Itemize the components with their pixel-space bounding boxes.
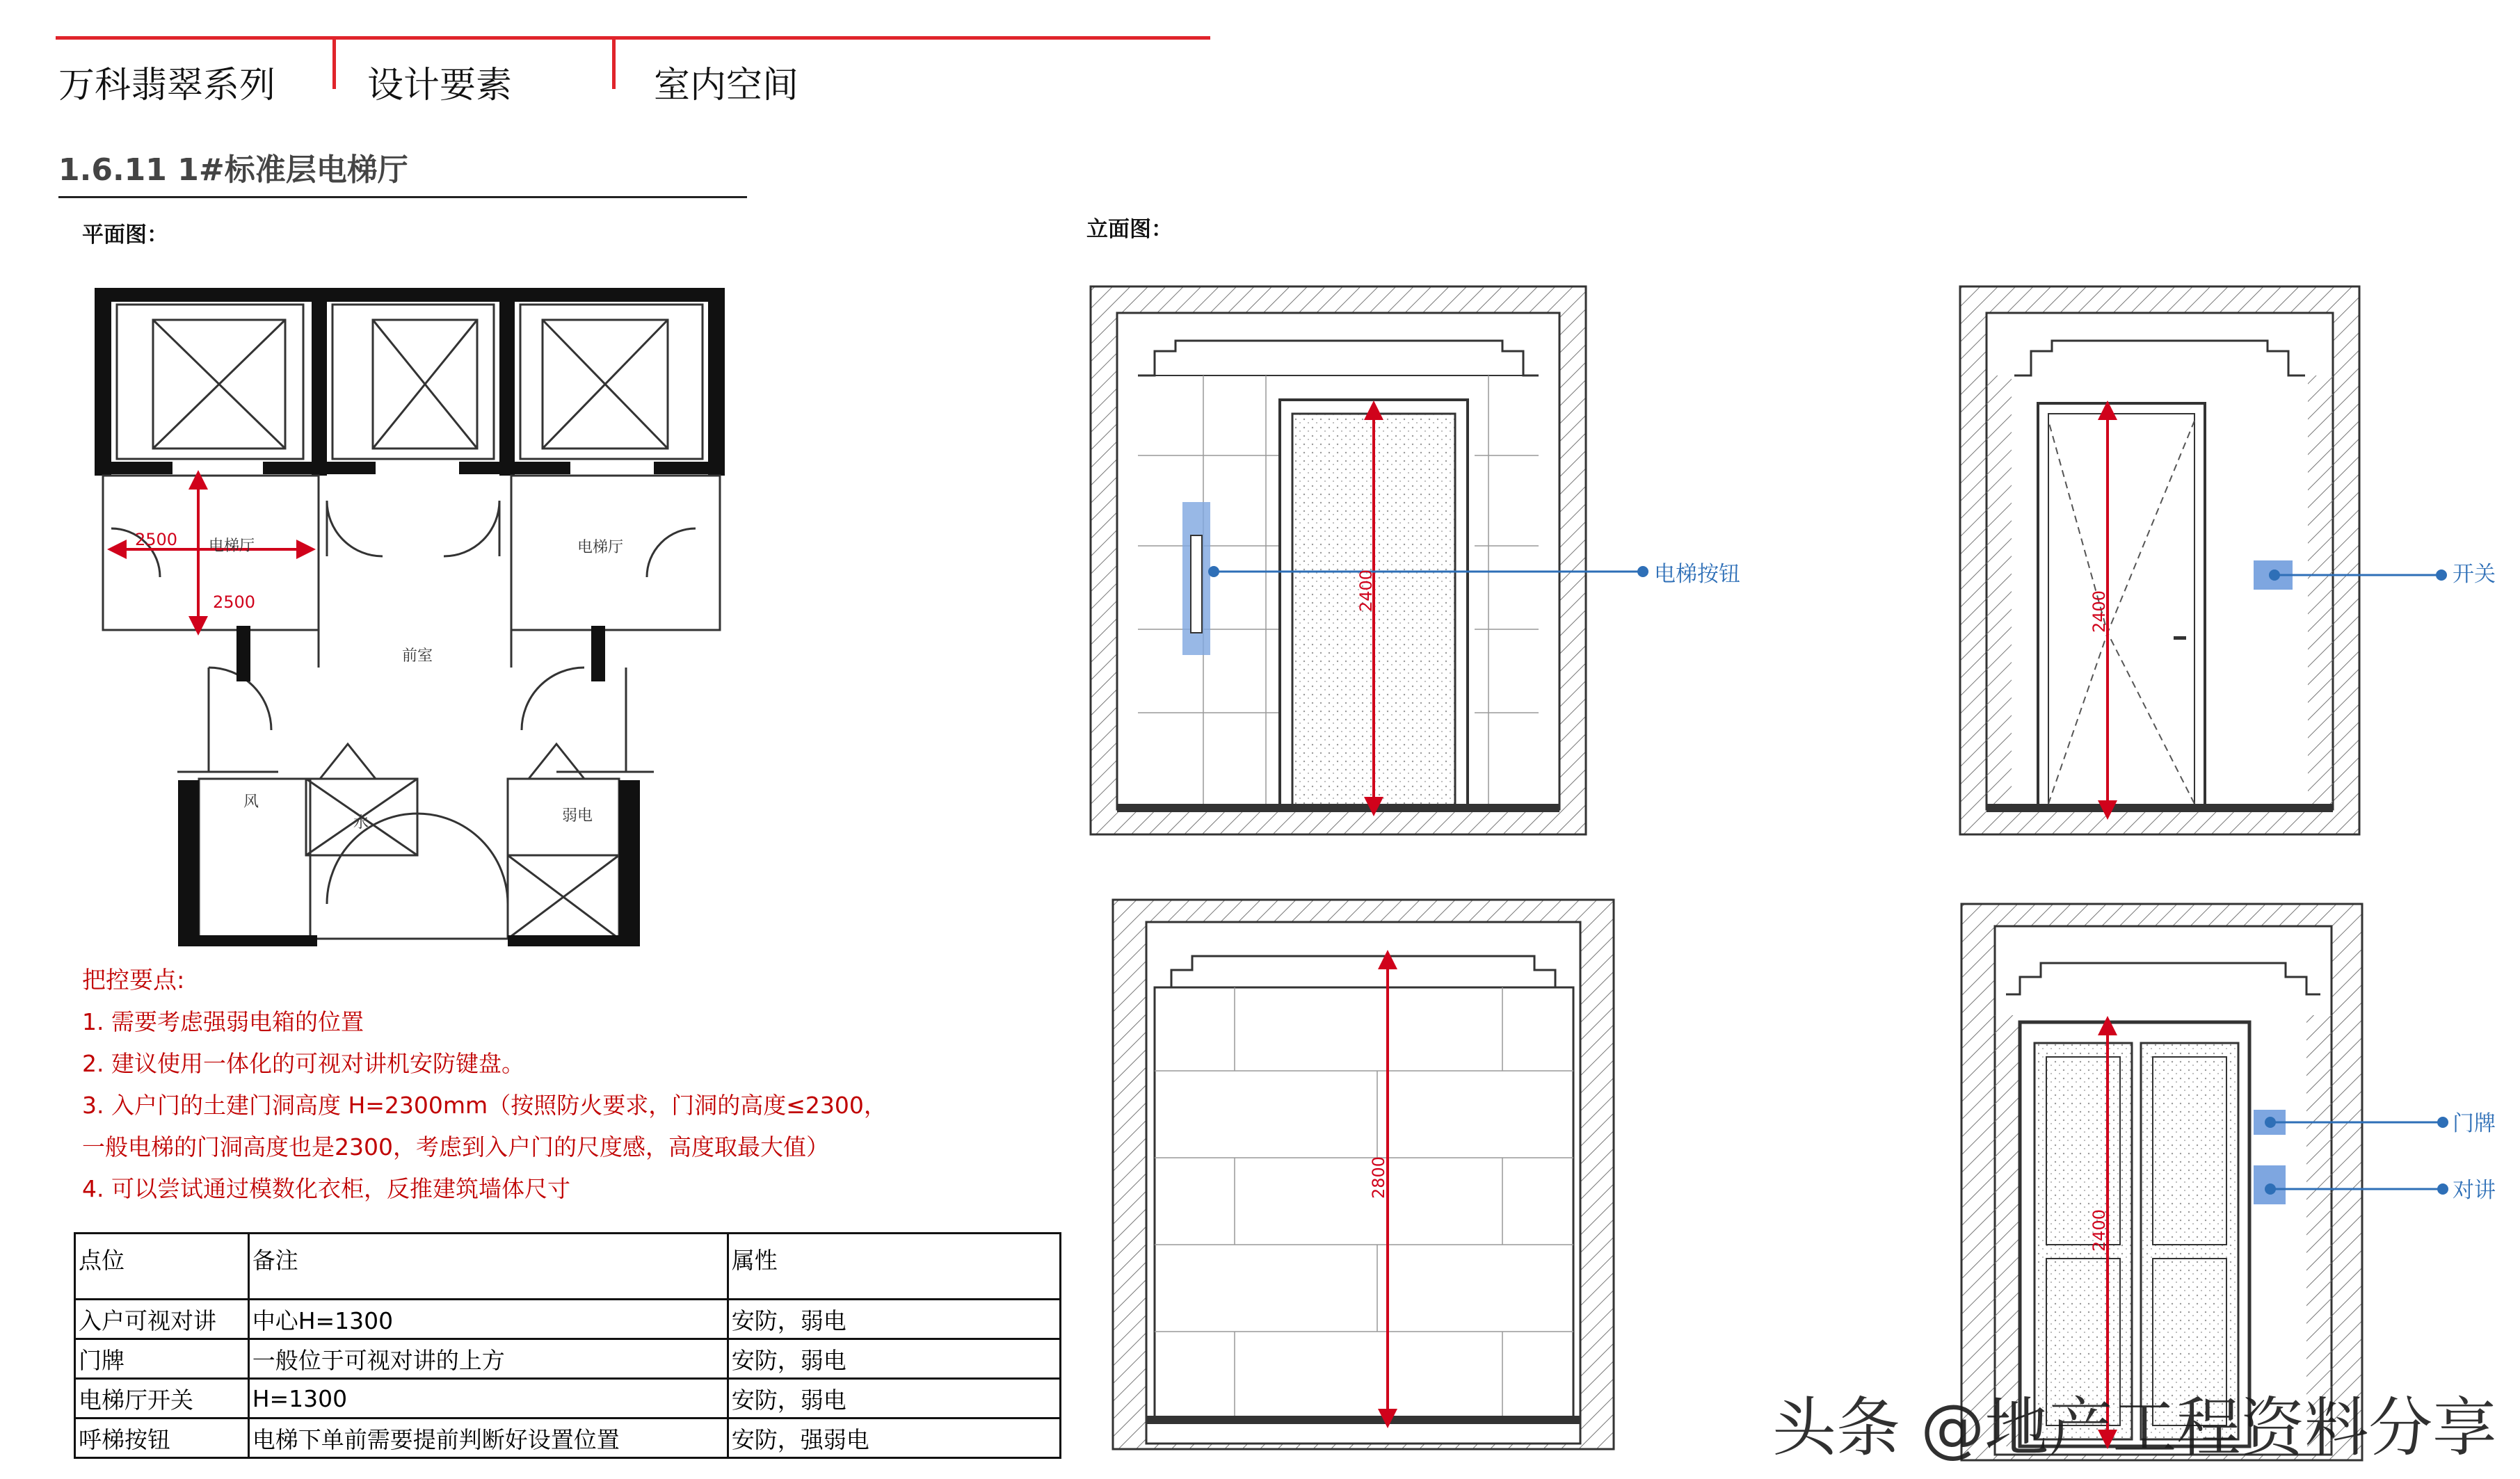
watermark: 头条 @地产工程资料分享 <box>1772 1391 2497 1465</box>
plan-shaft-weak: 弱电 <box>562 807 593 825</box>
table-cell: 安防，强弱电 <box>728 1419 1060 1458</box>
table-cell: 电梯下单前需要提前判断好设置位置 <box>248 1419 728 1458</box>
table-cell: 安防，弱电 <box>728 1339 1060 1379</box>
plan-dim-width: 2500 <box>135 530 178 549</box>
plan-label: 平面图： <box>82 223 168 248</box>
elevation-label: 立面图： <box>1086 217 1173 242</box>
key-point-item: 3. 入户门的土建门洞高度 H=2300mm（按照防火要求，门洞的高度≤2300， <box>82 1092 887 1119</box>
table-cell: H=1300 <box>248 1379 728 1419</box>
table-header-cell: 点位 <box>75 1234 249 1300</box>
header-category: 设计要素 <box>367 65 513 106</box>
header-space: 室内空间 <box>654 65 799 106</box>
key-point-item: 4. 可以尝试通过模数化衣柜，反推建筑墙体尺寸 <box>82 1175 570 1202</box>
plan-room-lobby-left: 电梯厅 <box>209 538 255 555</box>
table-row <box>75 1419 1061 1458</box>
key-points-title: 把控要点: <box>82 967 185 994</box>
plan-shaft-wind: 风 <box>243 793 259 811</box>
key-point-item: 2. 建议使用一体化的可视对讲机安防键盘。 <box>82 1050 524 1077</box>
table-cell: 入户可视对讲 <box>75 1300 249 1339</box>
key-point-item: 一般电梯的门洞高度也是2300，考虑到入户门的尺度感，高度取最大值） <box>82 1133 829 1161</box>
elev-dim-door-3: 2400 <box>2089 1209 2109 1252</box>
table-cell: 安防，弱电 <box>728 1300 1060 1339</box>
key-point-item: 1. 需要考虑强弱电箱的位置 <box>82 1008 364 1035</box>
table-row <box>75 1379 1061 1419</box>
table-cell: 电梯厅开关 <box>75 1379 249 1419</box>
floor-plan <box>95 288 725 946</box>
plan-room-front: 前室 <box>402 647 433 665</box>
header-series: 万科翡翠系列 <box>58 65 276 106</box>
table-cell: 呼梯按钮 <box>75 1419 249 1458</box>
table-header-cell: 属性 <box>728 1234 1060 1300</box>
plan-shaft-water: 水 <box>353 814 369 832</box>
callout-intercom: 对讲 <box>2453 1178 2496 1203</box>
table-header-row <box>75 1234 1061 1300</box>
table-row <box>75 1339 1061 1379</box>
callout-door-plate: 门牌 <box>2453 1111 2496 1136</box>
plan-dim-depth: 2500 <box>213 592 256 612</box>
section-title: 1.6.11 1#标准层电梯厅 <box>58 152 408 188</box>
table-header-cell: 备注 <box>248 1234 728 1300</box>
plan-room-lobby-right: 电梯厅 <box>577 539 624 556</box>
table-cell: 中心H=1300 <box>248 1300 728 1339</box>
table-cell: 门牌 <box>75 1339 249 1379</box>
elevation-switch-wall <box>1960 286 2447 834</box>
spec-table <box>74 1232 1061 1459</box>
table-row <box>75 1300 1061 1339</box>
callout-elevator-button: 电梯按钮 <box>1654 562 1740 587</box>
table-cell: 一般位于可视对讲的上方 <box>248 1339 728 1379</box>
callout-switch: 开关 <box>2453 562 2496 587</box>
elevation-elevator-door <box>1091 286 1648 834</box>
elevation-lobby-wall <box>1113 900 1614 1449</box>
elev-dim-door-1: 2400 <box>1356 569 1376 612</box>
elev-dim-door-2: 2400 <box>2089 590 2109 633</box>
elev-dim-wall: 2800 <box>1369 1156 1388 1199</box>
table-cell: 安防，弱电 <box>728 1379 1060 1419</box>
